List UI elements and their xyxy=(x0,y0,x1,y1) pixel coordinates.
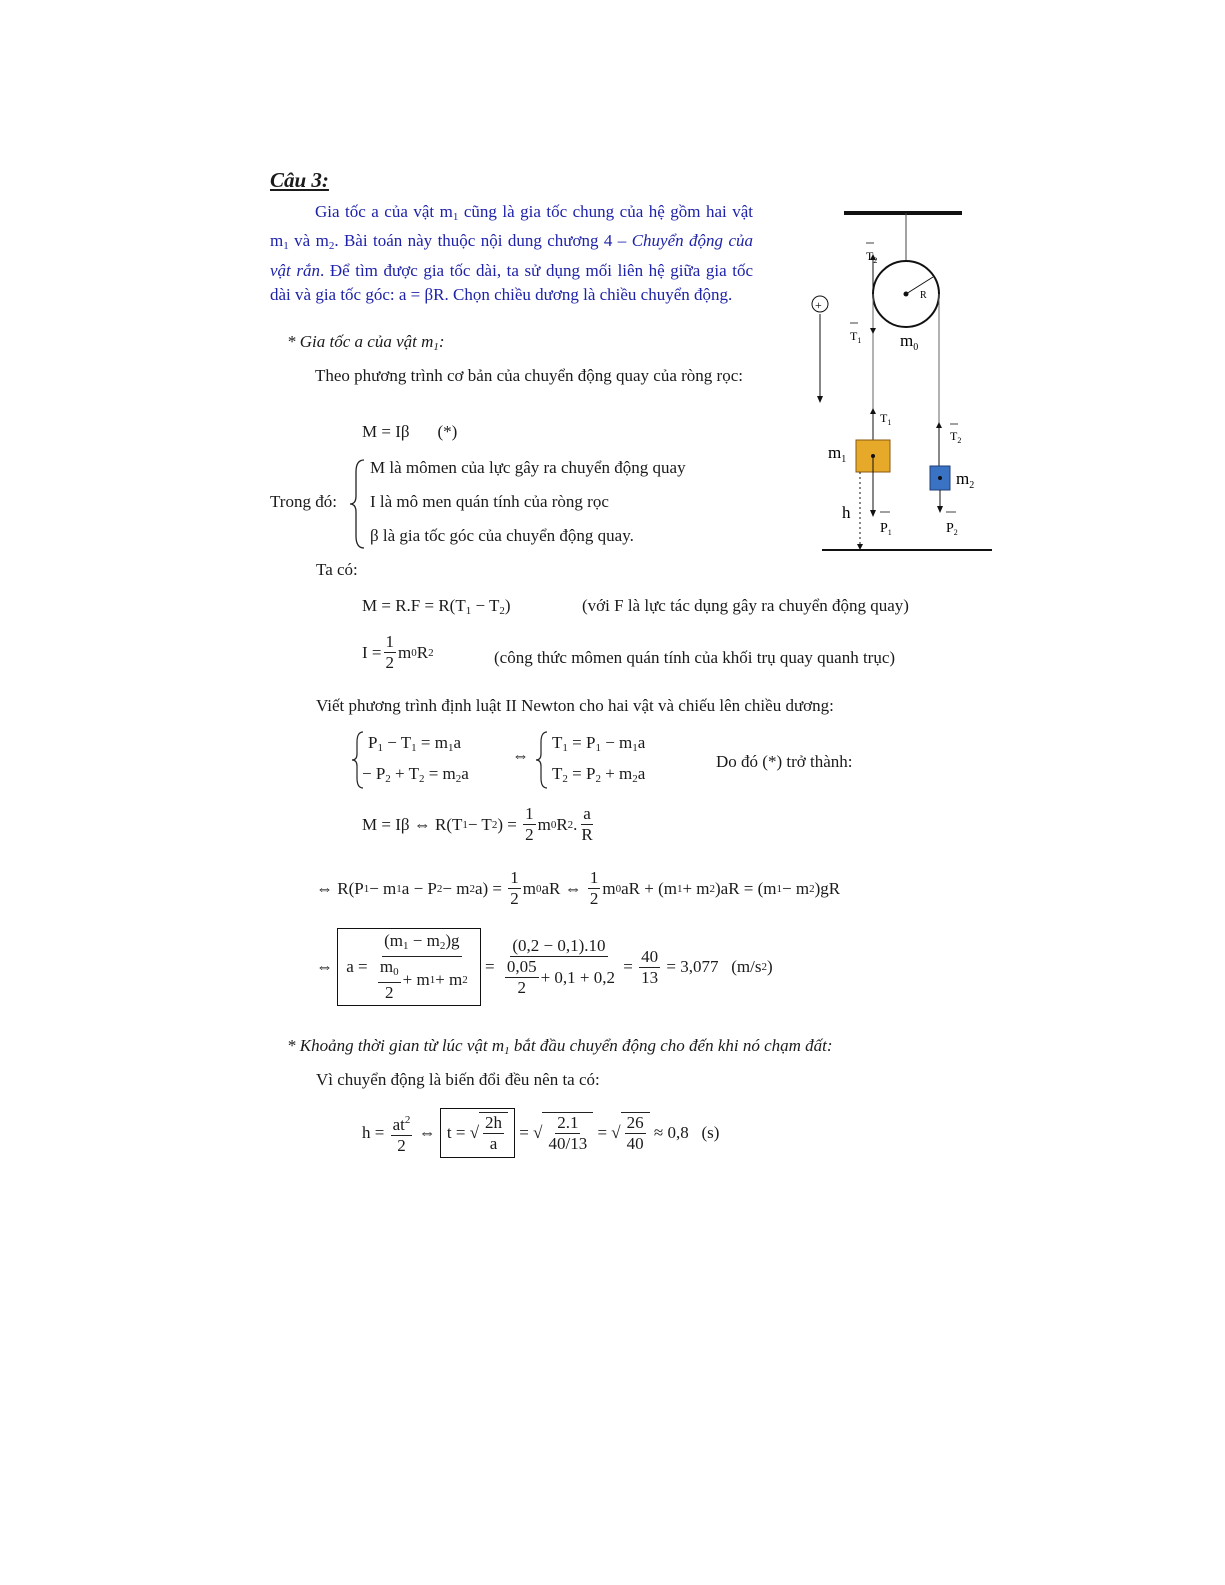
equation-expanded: ⇔ R(P 1 − m 1 a − P 2 − m 2 a) = $\frac{1}{2}$ m 0 aR ⇔ $\frac{1}{2}$ m 0 aR + (m 1 + m 2 )aR = (m 1 − m 2 )gR xyxy=(316,868,841,908)
where-item-moment: M là mômen của lực gây ra chuyển động quay xyxy=(370,458,686,477)
tension-t2-top-label: $T_2$ xyxy=(866,249,878,265)
equation-main: M = Iβ (*) xyxy=(362,422,458,441)
theory-paragraph: Theo phương trình cơ bản của chuyển động quay của ròng rọc: xyxy=(315,366,743,385)
system-eq-1: $P_1 - T_1 = m_1a$ xyxy=(368,733,461,754)
we-have-label: Ta có: xyxy=(316,560,358,579)
where-item-inertia: I là mô men quán tính của ròng rọc xyxy=(370,492,609,511)
newton-text: Viết phương trình định luật II Newton cho hai vật và chiếu lên chiều dương: xyxy=(316,696,834,715)
then-text: Do đó (*) trở thành: xyxy=(716,752,853,771)
equation-time: h = $\frac{at^2}{2}$ ⇔ t = √ $\frac{2h}{a}$ = √ $\frac{2.1}{40/13}$ = √ $\frac{26}{40}$ ≈ 0,8 (s) xyxy=(362,1108,719,1158)
section-accel-title: * Gia tốc a của vật $m_1$: xyxy=(287,332,445,353)
where-brace xyxy=(348,458,368,550)
where-label: Trong đó: xyxy=(270,492,337,511)
system-eq-3: $T_1 = P_1 - m_1a$ xyxy=(552,733,646,754)
height-label: h xyxy=(842,503,851,522)
boxed-time-formula: t = √ $\frac{2h}{a}$ xyxy=(440,1108,515,1158)
tension-t2-label: $T_2$ xyxy=(950,429,962,445)
chapter-title: Chuyển động của vật rắn xyxy=(270,231,753,280)
weight-p2-label: $P_2$ xyxy=(946,521,958,537)
system-eq-4: $T_2 = P_2 + m_2a$ xyxy=(552,764,646,785)
section-time-title: * Khoảng thời gian từ lúc vật $m_1$ bắt đầu chuyển động cho đến khi nó chạm đất: xyxy=(287,1036,833,1057)
pulley-mass-label: $m_0$ xyxy=(900,331,919,353)
equation-torque: $M = R.F = R(T_1 - T_2)$ xyxy=(362,596,511,617)
equivalent-arrow: ⇔ xyxy=(512,746,529,765)
mass-m1-label: $m_1$ xyxy=(828,443,847,465)
torque-note: (với F là lực tác dụng gây ra chuyển động quay) xyxy=(582,596,909,615)
system-eq-2: − $P_2 + T_2 = m_2a$ xyxy=(362,764,469,785)
boxed-accel-formula: a = $(m_1 - m_2)g$ $\frac{m_0}{2}$ + m 1 + m 2 xyxy=(337,928,481,1006)
problem-heading: Câu 3: xyxy=(270,168,329,192)
tension-t1-top-label: $T_1$ xyxy=(850,329,862,345)
intro-paragraph: Gia tốc a của vật $m_1$ cũng là gia tốc chung của hệ gồm hai vật $m_1$ và $m_2$. Bài toán này thuộc nội dung chương 4 – Chuyển động của vật rắn. Để tìm được gia tốc dài, ta sử dụng mối liên hệ giữa gia tốc dài và gia tốc góc: a = βR. Chọn chiều dương là chiều chuyển động. xyxy=(270,202,753,304)
tension-t1-label: $T_1$ xyxy=(880,411,892,427)
mass-m2-label: $m_2$ xyxy=(956,469,975,491)
positive-sign: + xyxy=(815,298,822,312)
equation-accel-result: ⇔ a = $(m_1 - m_2)g$ $\frac{m_0}{2}$ + m 1 + m 2 = (0,2 − 0,1).10 $\frac{0,05}{2}$ + 0,1 + 0,2 = $\frac{40}{13}$ = 3,077 (m/s 2 ) xyxy=(316,928,773,1006)
equation-substitution: M = Iβ ⇔ R(T 1 − T 2 ) = $\frac{1}{2}$ m 0 R 2 . $\frac{a}{R}$ xyxy=(362,804,593,844)
where-item-angular-accel: β là gia tốc góc của chuyển động quay. xyxy=(370,526,634,545)
radius-label: R xyxy=(920,290,927,301)
pulley-diagram xyxy=(800,200,1000,560)
equation-inertia: I = $\frac{1}{2}$ m 0 R 2 xyxy=(362,632,434,672)
weight-p1-label: $P_1$ xyxy=(880,521,892,537)
inertia-note: (công thức mômen quán tính của khối trụ quay quanh trục) xyxy=(494,648,896,667)
system-brace-right xyxy=(534,730,550,790)
uniform-motion-text: Vì chuyển động là biến đổi đều nên ta có: xyxy=(316,1070,600,1089)
